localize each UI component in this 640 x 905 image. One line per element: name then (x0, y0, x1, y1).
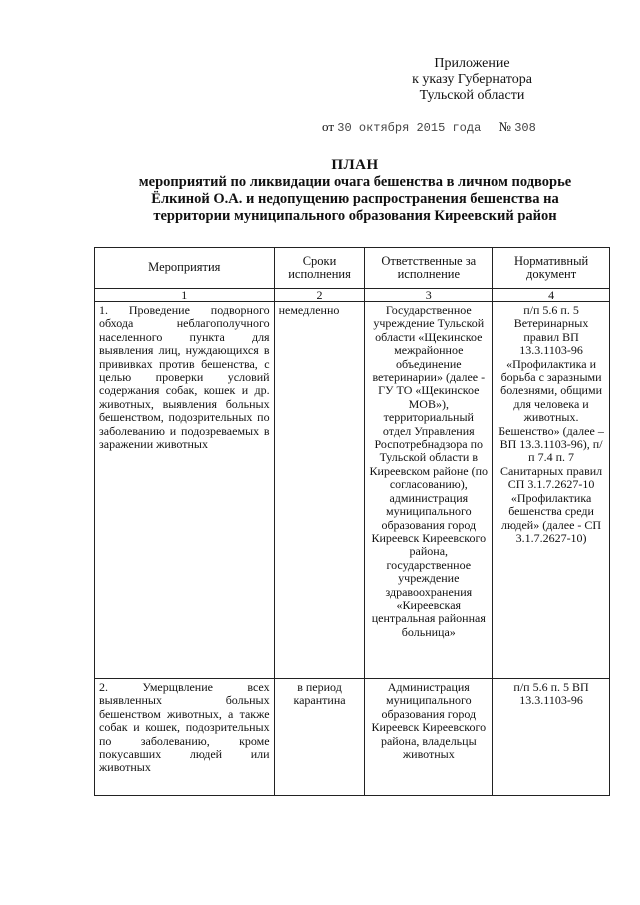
header-deadline: Сроки исполнения (274, 248, 365, 289)
decree-prefix: от (322, 119, 335, 134)
column-number: 4 (493, 289, 610, 302)
row-deadline: в период карантина (274, 679, 365, 796)
decree-number-prefix: № (498, 119, 511, 134)
title-line-1: мероприятий по ликвидации очага бешенства в личном подворье (138, 174, 572, 190)
row-document: п/п 5.6 п. 5 ВП 13.3.1103-96 (493, 679, 610, 796)
header-responsible: Ответственные за исполнение (365, 248, 493, 289)
table-row (95, 679, 610, 796)
row-responsible: Государственное учреждение Тульской области «Щекинское межрайонное объединение ветеринарии» (далее - ГУ ТО «Щекинское МОВ»), территориальный отдел Управления Роспотребнадзора по Тульской области в Киреевском районе (по согласованию), администрация муниципального образования город Киреевск Киреевского района, государственное учреждение здравоохранения «Киреевская центральная районная больница» (365, 302, 493, 679)
column-numbers-row (95, 289, 610, 302)
decree-date: 30 октября 2015 года (337, 121, 482, 135)
row-document: п/п 5.6 п. 5 Ветеринарных правил ВП 13.3.1103-96 «Профилактика и борьба с заразными болезнями, общими для человека и животных. Бешенство» (далее – ВП 13.3.1103-96), п/п 7.4 п. 7 Санитарных правил СП 3.1.7.2627-10 «Профилактика бешенства среди людей» (далее - СП 3.1.7.2627-10) (493, 302, 610, 679)
appendix-line-1: Приложение (434, 56, 510, 71)
column-number: 1 (95, 289, 275, 302)
row-activity: 1. Проведение подворного обхода неблагополучного населенного пункта для выявления лиц, нуждающихся в прививках против бешенства, с целью проверки условий содержания собак, кошек и др. животных, выявления больных бешенством, подозрительных по заболеванию и подозреваемых в заражении животных (95, 302, 275, 679)
decree-number: 308 (514, 121, 536, 135)
appendix-line-2: к указу Губернатора (412, 72, 532, 87)
column-number: 3 (365, 289, 493, 302)
row-responsible: Администрация муниципального образования город Киреевск Киреевского района, владельцы животных (365, 679, 493, 796)
table-header-row (95, 248, 610, 289)
document-title (95, 157, 615, 225)
title-heading: ПЛАН (331, 157, 379, 173)
row-deadline: немедленно (274, 302, 365, 679)
title-line-2: Ёлкиной О.А. и недопущению распространения бешенства на (151, 191, 559, 207)
header-activities: Мероприятия (95, 248, 275, 289)
appendix-line-3: Тульской области (419, 88, 525, 103)
header-document: Нормативный документ (493, 248, 610, 289)
decree-line (322, 119, 536, 135)
column-number: 2 (274, 289, 365, 302)
title-line-3: территории муниципального образования Киреевский район (153, 208, 557, 224)
table-row (95, 302, 610, 679)
appendix-block (372, 56, 572, 104)
row-activity: 2. Умерщвление всех выявленных больных бешенством животных, а также собак и кошек, подозрительных по заболеванию, кроме покусавших людей или животных (95, 679, 275, 796)
plan-table (94, 247, 610, 796)
